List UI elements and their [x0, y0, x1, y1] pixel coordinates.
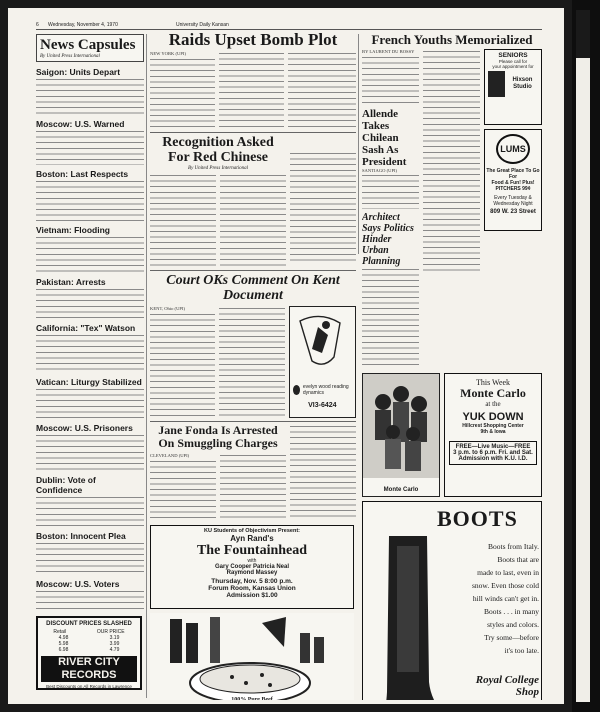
- adjacent-page-strip: [572, 0, 600, 712]
- capsule-heading: Vietnam: Flooding: [36, 225, 110, 235]
- yuk-line: This Week: [475, 378, 511, 388]
- yuk-location: Hillcrest Shopping Center: [462, 423, 524, 430]
- price-cell: 3.99: [109, 641, 120, 647]
- river-city-tagline: Best Discounts on All Records in Lawrence: [46, 684, 132, 689]
- recognition-headline: Recognition Asked For Red Chinese: [162, 135, 274, 165]
- yuk-special-line: 3 p.m. to 6 p.m. Fri. and Sat.: [453, 450, 533, 457]
- river-city-records-ad: [36, 616, 142, 690]
- court-headline: Court OKs Comment On Kent Document: [166, 273, 340, 303]
- french-byline: BY LAURENT DU BOSSY: [362, 49, 415, 54]
- boots-ad: [362, 501, 542, 700]
- yuk-down-ad: [444, 373, 542, 497]
- fountainhead-location: Forum Room, Kansas Union: [208, 585, 296, 592]
- capsule-heading: Moscow: U.S. Prisoners: [36, 423, 133, 433]
- lums-logo: LUMS: [500, 144, 526, 154]
- allende-headline: Allende Takes Chilean Sash As President: [362, 107, 407, 168]
- capsules-byline: By United Press International: [40, 54, 100, 59]
- fountainhead-cast: Raymond Massey: [226, 570, 278, 576]
- court-dateline: KENT, Ohio (UPI): [150, 306, 185, 311]
- page-header: [36, 20, 542, 30]
- evelyn-wood-logo-icon: [293, 385, 300, 395]
- page-date: Wednesday, November 4, 1970: [48, 22, 118, 28]
- seniors-title: SENIORS: [498, 52, 528, 59]
- lums-hours: Every Tuesday & Wednesday Night: [493, 195, 533, 207]
- news-capsules-column: [36, 34, 144, 700]
- yuk-venue: YUK DOWN: [462, 411, 524, 424]
- ad-discount-line: DISCOUNT PRICES SLASHED: [46, 621, 132, 627]
- fonda-headline: Jane Fonda Is Arrested On Smuggling Charges: [158, 423, 278, 450]
- capsule-heading: Dublin: Vote of Confidence: [36, 475, 96, 495]
- boots-copy-line: hill winds can't get in.: [472, 594, 539, 604]
- capsule-heading: Vatican: Liturgy Stabilized: [36, 377, 142, 387]
- lums-ad: [484, 129, 542, 231]
- monte-carlo-photo: [362, 373, 440, 497]
- seniors-line: Please call for: [498, 59, 528, 64]
- page-number: 6: [36, 22, 39, 28]
- yuk-special-line: Admission with K.U. I.D.: [458, 456, 528, 463]
- story-rule: [150, 421, 356, 422]
- capsule-heading: Saigon: Units Depart: [36, 67, 121, 77]
- boots-copy-line: Boots that are: [497, 555, 539, 565]
- center-columns: [150, 32, 356, 700]
- fountainhead-cast: Gary Cooper Patricia Neal: [214, 564, 290, 570]
- capsule-heading: Boston: Last Respects: [36, 169, 129, 179]
- evelyn-wood-name: evelyn wood reading dynamics: [302, 384, 349, 396]
- capsules-title: News Capsules: [40, 37, 136, 53]
- price-col-header: Retail: [53, 629, 67, 635]
- fountainhead-author: Ayn Rand's: [230, 534, 274, 543]
- price-cell: 3.19: [109, 635, 120, 641]
- raids-dateline: NEW YORK (UPI): [150, 51, 186, 56]
- fountainhead-presenter: KU Students of Objectivism Present:: [204, 528, 300, 534]
- fonda-dateline: CLEVELAND (UPI): [150, 453, 190, 458]
- yuk-band: Monte Carlo: [460, 386, 526, 401]
- capsule-heading: Moscow: U.S. Voters: [36, 579, 120, 589]
- story-rule: [150, 270, 356, 271]
- boot-illustration-icon: [367, 532, 457, 700]
- seniors-studio: Hixson Studio: [512, 77, 533, 90]
- fountainhead-with: with: [247, 558, 257, 564]
- boots-copy-line: Try some—before: [484, 633, 539, 643]
- french-headline: French Youths Memorialized: [371, 32, 533, 47]
- paper-name: University Daily Kansan: [176, 22, 229, 28]
- recognition-byline: By United Press International: [188, 166, 248, 171]
- boots-copy-line: Boots from Italy.: [488, 542, 539, 552]
- boots-copy-line: made to last, even in: [477, 568, 539, 578]
- evelyn-wood-ad: [289, 306, 356, 418]
- column-rule: [146, 34, 147, 698]
- fountainhead-ad: [150, 525, 354, 609]
- boots-copy-line: snow. Even those cold: [471, 581, 539, 591]
- architect-headline: Architect Says Politics Hinder Urban Planning: [362, 212, 414, 268]
- lums-address: 809 W. 23 Street: [490, 209, 536, 215]
- boots-copy-line: Boots . . . in many: [483, 607, 539, 617]
- story-rule: [150, 132, 356, 133]
- yuk-line: at the: [485, 400, 501, 409]
- fountainhead-date: Thursday, Nov. 5 8:00 p.m.: [211, 578, 293, 585]
- yuk-special-line: FREE—Live Music—FREE: [455, 444, 531, 451]
- yuk-special: [449, 441, 537, 465]
- capsule-heading: Pakistan: Arrests: [36, 277, 106, 287]
- newspaper-page: [8, 8, 564, 704]
- boots-title: BOOTS: [437, 506, 518, 532]
- price-cell: 4.98: [58, 635, 69, 641]
- camera-icon: [488, 71, 505, 97]
- lums-logo-icon: [496, 134, 530, 164]
- seniors-ad: [484, 49, 542, 125]
- fountainhead-title: The Fountainhead: [196, 543, 308, 558]
- column-rule: [358, 34, 359, 254]
- pizza-illustration-icon: [150, 613, 354, 700]
- capsule-heading: California: "Tex" Watson: [36, 323, 136, 333]
- raids-headline: Raids Upset Bomb Plot: [168, 32, 338, 49]
- price-col-header: OUR PRICE: [96, 629, 125, 635]
- pizza-ad: [150, 613, 354, 700]
- pizza-label: 100% Pure Beef: [231, 697, 273, 700]
- river-city-name: RIVER CITY RECORDS: [41, 656, 137, 682]
- band-photo-icon: [363, 374, 439, 478]
- monte-carlo-caption: Monte Carlo: [383, 487, 419, 494]
- yuk-location: 9th & Iowa: [480, 429, 506, 436]
- capsule-heading: Boston: Innocent Plea: [36, 531, 126, 541]
- fountainhead-price: Admission $1.00: [226, 592, 278, 599]
- boots-copy-line: styles and colors.: [487, 620, 539, 630]
- lums-tagline: Food & Fun! Plus! PITCHERS 99¢: [491, 180, 535, 192]
- seniors-line: your appointment for: [492, 64, 534, 69]
- right-columns: [362, 32, 542, 700]
- allende-dateline: SANTIAGO (UPI): [362, 167, 398, 173]
- price-cell: 4.79: [109, 647, 120, 653]
- evelyn-wood-phone: VI3-6424: [308, 402, 337, 409]
- boots-copy-line: it's too late.: [504, 646, 539, 656]
- price-cell: 6.98: [58, 647, 69, 653]
- lums-tagline: The Great Place To Go For: [486, 168, 540, 180]
- price-cell: 5.98: [58, 641, 69, 647]
- capsule-heading: Moscow: U.S. Warned: [36, 119, 125, 129]
- boots-store: Royal College Shop: [475, 674, 539, 699]
- figure-illustration-icon: [290, 307, 356, 379]
